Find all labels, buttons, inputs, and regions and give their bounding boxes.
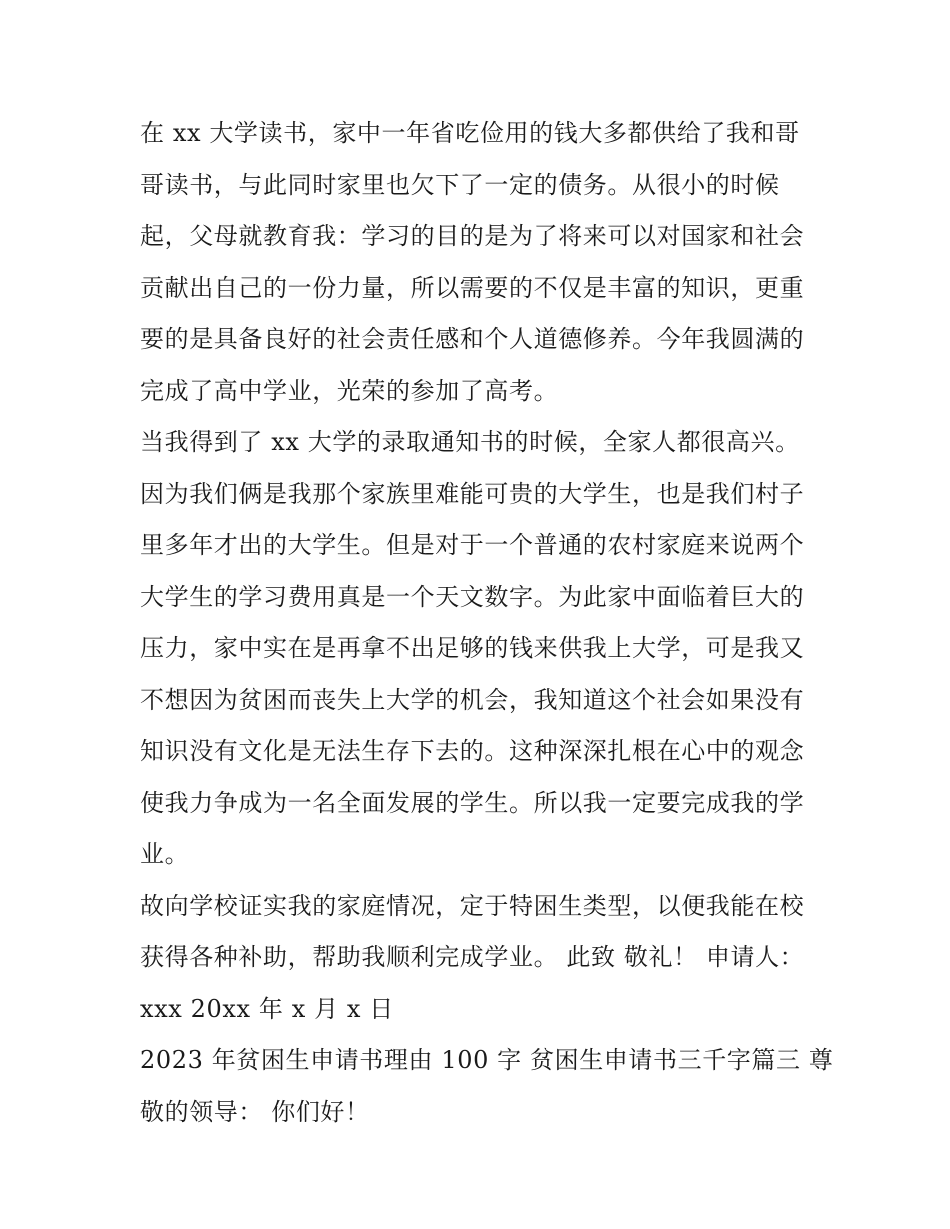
text-line: 因为我们俩是我那个家族里难能可贵的大学生，也是我们村子 xyxy=(140,479,805,508)
text-line: 哥读书，与此同时家里也欠下了一定的债务。从很小的时候 xyxy=(140,170,780,199)
text-line: 要的是具备良好的社会责任感和个人道德修养。今年我圆满的 xyxy=(140,325,805,353)
text-line: 完成了高中学业，光荣的参加了高考。 xyxy=(140,376,559,405)
text-line: 当我得到了 xx 大学的录取通知书的时候，全家人都很高兴。 xyxy=(140,428,800,456)
text-line: 在 xx 大学读书，家中一年省吃俭用的钱大多都供给了我和哥 xyxy=(140,119,800,147)
signature-date-line: xxx 20xx 年 x 月 x 日 xyxy=(140,994,394,1023)
text-line: 故向学校证实我的家庭情况，定于特困生类型，以便我能在校 xyxy=(140,891,805,920)
text-line: 使我力争成为一名全面发展的学生。所以我一定要完成我的学 xyxy=(140,788,805,817)
document-body xyxy=(140,108,834,1138)
text-line: 压力，家中实在是再拿不出足够的钱来供我上大学，可是我又 xyxy=(140,634,805,662)
text-line: 获得各种补助，帮助我顺利完成学业。 此致 敬礼！ 申请人： xyxy=(140,943,805,971)
text-line: 不想因为贫困而丧失上大学的机会，我知道这个社会如果没有 xyxy=(140,685,805,714)
text-line: 里多年才出的大学生。但是对于一个普通的农村家庭来说两个 xyxy=(140,531,805,559)
text-line: 起，父母就教育我：学习的目的是为了将来可以对国家和社会 xyxy=(140,222,805,250)
text-line: 敬的领导： 你们好！ xyxy=(140,1097,370,1126)
text-line: 知识没有文化是无法生存下去的。这种深深扎根在心中的观念 xyxy=(140,737,805,765)
text-line: 贡献出自己的一份力量，所以需要的不仅是丰富的知识，更重 xyxy=(140,273,805,302)
text-line: 2023 年贫困生申请书理由 100 字 贫困生申请书三千字篇三 尊 xyxy=(140,1046,834,1074)
text-line: 业。 xyxy=(140,840,190,868)
text-line: 大学生的学习费用真是一个天文数字。为此家中面临着巨大的 xyxy=(140,582,805,611)
